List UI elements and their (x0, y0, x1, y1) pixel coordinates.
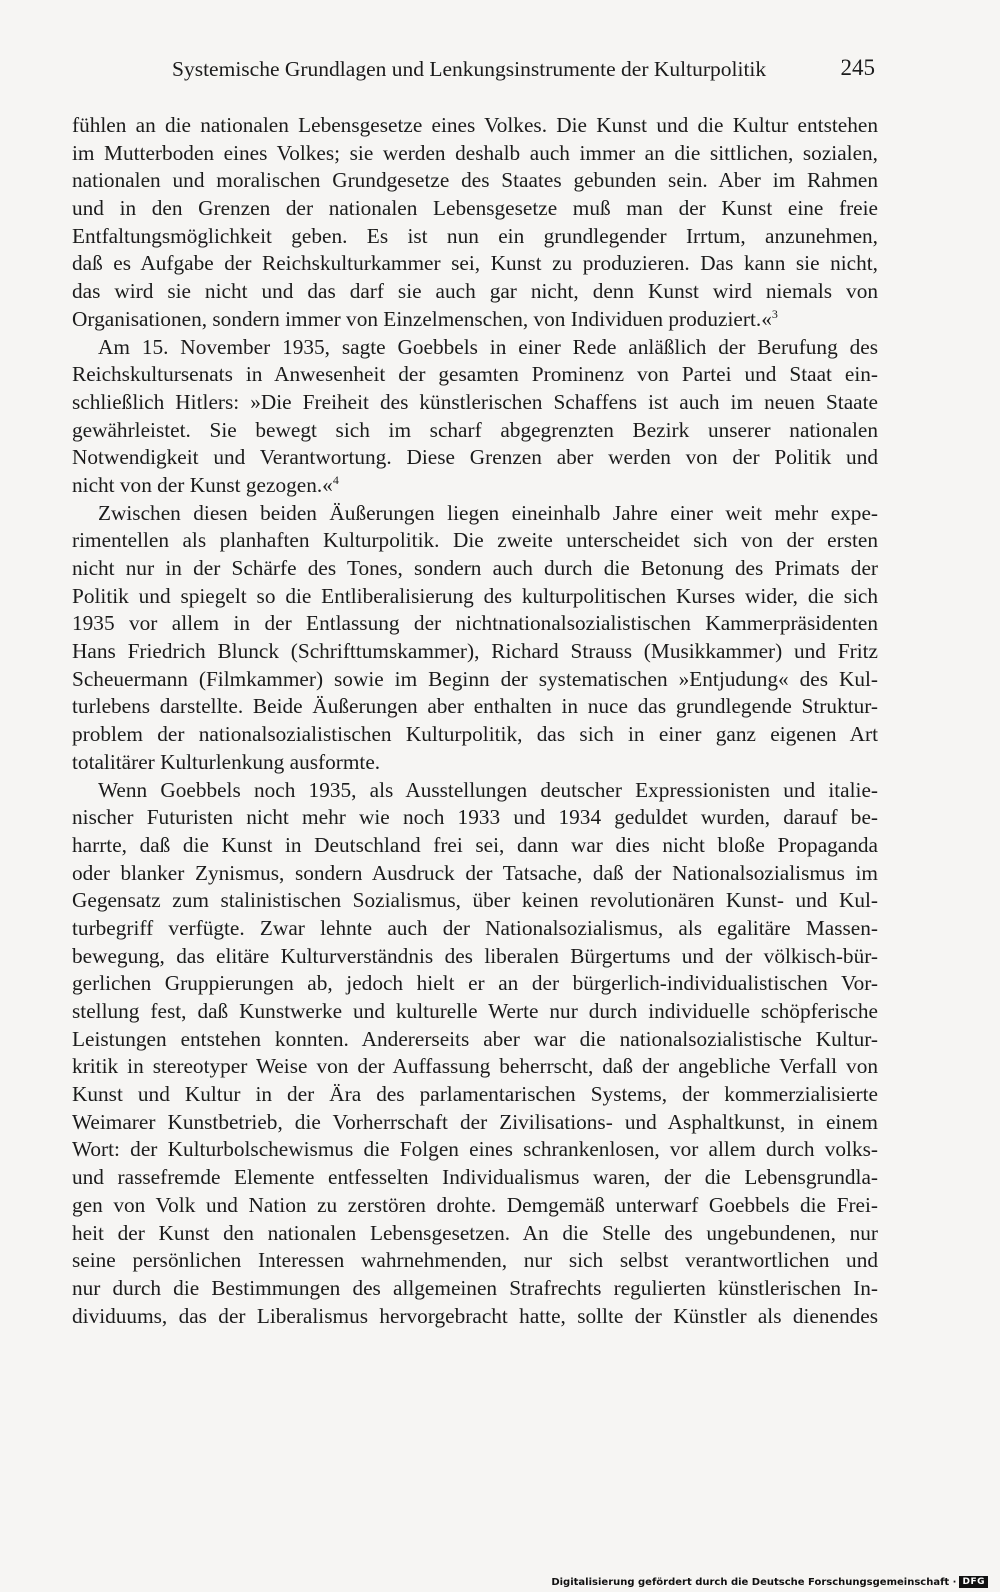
text-line (72, 223, 878, 251)
text-line-content: Entfaltungsmöglichkeit geben. Es ist nun ein grundlegender Irrtum, anzunehmen, (72, 223, 878, 248)
text-line (72, 444, 878, 472)
text-line-content: gerlichen Gruppierungen ab, jedoch hielt er an der bürgerlich-individualistischen Vor- (72, 971, 878, 996)
text-line-content: rimentellen als planhaften Kulturpolitik. Die zweite unterscheidet sich von der ersten (72, 528, 878, 553)
text-line-content: und in den Grenzen der nationalen Lebensgesetze muß man der Kunst eine freie (72, 196, 878, 221)
text-line (72, 361, 878, 389)
text-line-content: Reichskultursenats in Anwesenheit der gesamten Prominenz von Partei und Staat ein- (72, 362, 878, 387)
text-line-content: seine persönlichen Interessen wahrnehmenden, nur sich selbst verantwortlichen und (72, 1248, 878, 1273)
text-line (72, 1220, 878, 1248)
text-line (72, 555, 878, 583)
text-line (72, 693, 878, 721)
text-line (72, 1053, 878, 1081)
text-line (72, 1136, 878, 1164)
text-line-content: oder blanker Zynismus, sondern Ausdruck der Tatsache, daß der Nationalsozialismus im (72, 860, 878, 885)
footnote-marker: 4 (332, 472, 339, 487)
text-line (72, 638, 878, 666)
text-line (72, 1109, 878, 1137)
text-line (72, 334, 878, 362)
text-line-content: schließlich Hitlers: »Die Freiheit des künstlerischen Schaffens ist auch im neuen Staate (72, 389, 878, 414)
digitization-footer (551, 1576, 988, 1588)
text-line-content: Weimarer Kunstbetrieb, die Vorherrschaft der Zivilisations- und Asphaltkunst, in einem (72, 1109, 878, 1134)
text-line-content: nicht nur in der Schärfe des Tones, sondern auch durch die Betonung des Primats der (72, 556, 878, 580)
text-line-content: Hans Friedrich Blunck (Schrifttumskammer), Richard Strauss (Musikkammer) und Fritz (72, 639, 878, 664)
text-line-content: turlebens darstellte. Beide Äußerungen aber enthalten in nuce das grundlegende Struktur- (72, 694, 878, 719)
text-line (72, 1192, 878, 1220)
text-line-content: nischer Futuristen nicht mehr wie noch 1933 und 1934 geduldet wurden, darauf be- (72, 805, 878, 830)
text-line (72, 417, 878, 445)
text-line (72, 500, 878, 528)
text-line (72, 1026, 878, 1054)
text-line (72, 887, 878, 915)
text-line-content: bewegung, das elitäre Kulturverständnis des liberalen Bürgertums und der völkisch-bür- (72, 943, 878, 968)
footer-text: Digitalisierung gefördert durch die Deutsche Forschungsgemeinschaft · (551, 1576, 957, 1588)
text-line-content: Kunst und Kultur in der Ära des parlamentarischen Systems, der kommerzialisierte (72, 1082, 878, 1107)
text-line (72, 1081, 878, 1109)
text-line (72, 278, 878, 306)
text-line (72, 970, 878, 998)
text-line-content: Zwischen diesen beiden Äußerungen liegen eineinhalb Jahre einer weit mehr expe- (98, 500, 878, 525)
page-number: 245 (840, 55, 875, 80)
running-title: Systemische Grundlagen und Lenkungsinstrumente der Kulturpolitik (172, 57, 767, 81)
text-line (72, 1164, 878, 1192)
text-line (72, 749, 878, 777)
text-line (72, 721, 878, 749)
text-line (72, 472, 878, 500)
text-line (72, 943, 878, 971)
text-line (72, 389, 878, 417)
text-line-content: im Mutterboden eines Volkes; sie werden deshalb auch immer an die sittlichen, sozialen, (72, 140, 878, 165)
text-line-content: kritik in stereotyper Weise von der Auffassung beherrscht, daß der angebliche Verfall von (72, 1054, 878, 1079)
text-line (72, 527, 878, 555)
text-line (72, 250, 878, 278)
text-line-content: stellung fest, daß Kunstwerke und kulturelle Werte nur durch individuelle schöpferische (72, 999, 878, 1023)
text-line (72, 1303, 878, 1331)
running-header (72, 57, 875, 89)
text-line (72, 915, 878, 943)
text-line-content: Wenn Goebbels noch 1935, als Ausstellungen deutscher Expressionisten und italie- (98, 777, 878, 802)
text-line-content: fühlen an die nationalen Lebensgesetze eines Volkes. Die Kunst und die Kultur entstehen (72, 113, 878, 137)
text-line (72, 195, 878, 223)
text-line (72, 583, 878, 611)
text-line-content: harrte, daß die Kunst in Deutschland frei sei, dann war dies nicht bloße Propaganda (72, 832, 878, 857)
text-line (72, 804, 878, 832)
text-line (72, 666, 878, 694)
text-line-content: totalitärer Kulturlenkung ausformte. (72, 749, 381, 774)
text-line-content: Organisationen, sondern immer von Einzelmenschen, von Individuen produziert.« (72, 306, 772, 331)
text-line-content: heit der Kunst den nationalen Lebensgesetzen. An die Stelle des ungebundenen, nur (72, 1220, 878, 1245)
text-line-content: Am 15. November 1935, sagte Goebbels in einer Rede anläßlich der Berufung des (98, 334, 878, 359)
text-line (72, 167, 878, 195)
text-line-content: nationalen und moralischen Grundgesetze des Staates gebunden sein. Aber im Rahmen (72, 168, 878, 193)
text-line-content: turbegriff verfügte. Zwar lehnte auch der Nationalsozialismus, als egalitäre Massen- (72, 915, 878, 940)
text-line-content: nur durch die Bestimmungen des allgemeinen Strafrechts regulierten künstlerischen In- (72, 1275, 878, 1300)
text-line-content: 1935 vor allem in der Entlassung der nichtnationalsozialistischen Kammerpräsidenten (72, 611, 878, 636)
text-line (72, 112, 878, 140)
text-line-content: Leistungen entstehen konnten. Andererseits aber war die nationalsozialistische Kultur- (72, 1026, 878, 1051)
text-line-content: gen von Volk und Nation zu zerstören drohte. Demgemäß unterwarf Goebbels die Frei- (72, 1192, 878, 1217)
text-line (72, 860, 878, 888)
text-line-content: problem der nationalsozialistischen Kulturpolitik, das sich in einer ganz eigenen Art (72, 722, 878, 747)
text-line-content: Notwendigkeit und Verantwortung. Diese Grenzen aber werden von der Politik und (72, 445, 878, 470)
text-line (72, 998, 878, 1026)
text-line-content: daß es Aufgabe der Reichskulturkammer sei, Kunst zu produzieren. Das kann sie nicht, (72, 251, 878, 276)
text-line-content: nicht von der Kunst gezogen.« (72, 472, 333, 497)
dfg-logo: DFG (959, 1576, 988, 1588)
text-line (72, 610, 878, 638)
text-line-content: und rassefremde Elemente entfesselten Individualismus waren, der die Lebensgrundla- (72, 1165, 878, 1190)
text-line-content: Gegensatz zum stalinistischen Sozialismus, über keinen revolutionären Kunst- und Kul- (72, 888, 878, 913)
text-line-content: Politik und spiegelt so die Entliberalisierung des kulturpolitischen Kurses wider, die sich (72, 583, 878, 608)
text-line (72, 1275, 878, 1303)
text-line (72, 140, 878, 168)
text-line (72, 306, 878, 334)
footnote-marker: 3 (771, 306, 778, 321)
text-line (72, 832, 878, 860)
body-text (72, 112, 878, 1330)
text-line-content: dividuums, das der Liberalismus hervorgebracht hatte, sollte der Künstler als dienendes (72, 1303, 878, 1328)
text-line-content: das wird sie nicht und das darf sie auch gar nicht, denn Kunst wird niemals von (72, 279, 878, 304)
text-line-content: Wort: der Kulturbolschewismus die Folgen eines schrankenlosen, vor allem durch volks- (72, 1137, 878, 1162)
text-line-content: gewährleistet. Sie bewegt sich im scharf abgegrenzten Bezirk unserer nationalen (72, 417, 878, 442)
text-line (72, 1247, 878, 1275)
text-line-content: Scheuermann (Filmkammer) sowie im Beginn der systematischen »Entjudung« des Kul- (72, 666, 878, 691)
text-line (72, 777, 878, 805)
